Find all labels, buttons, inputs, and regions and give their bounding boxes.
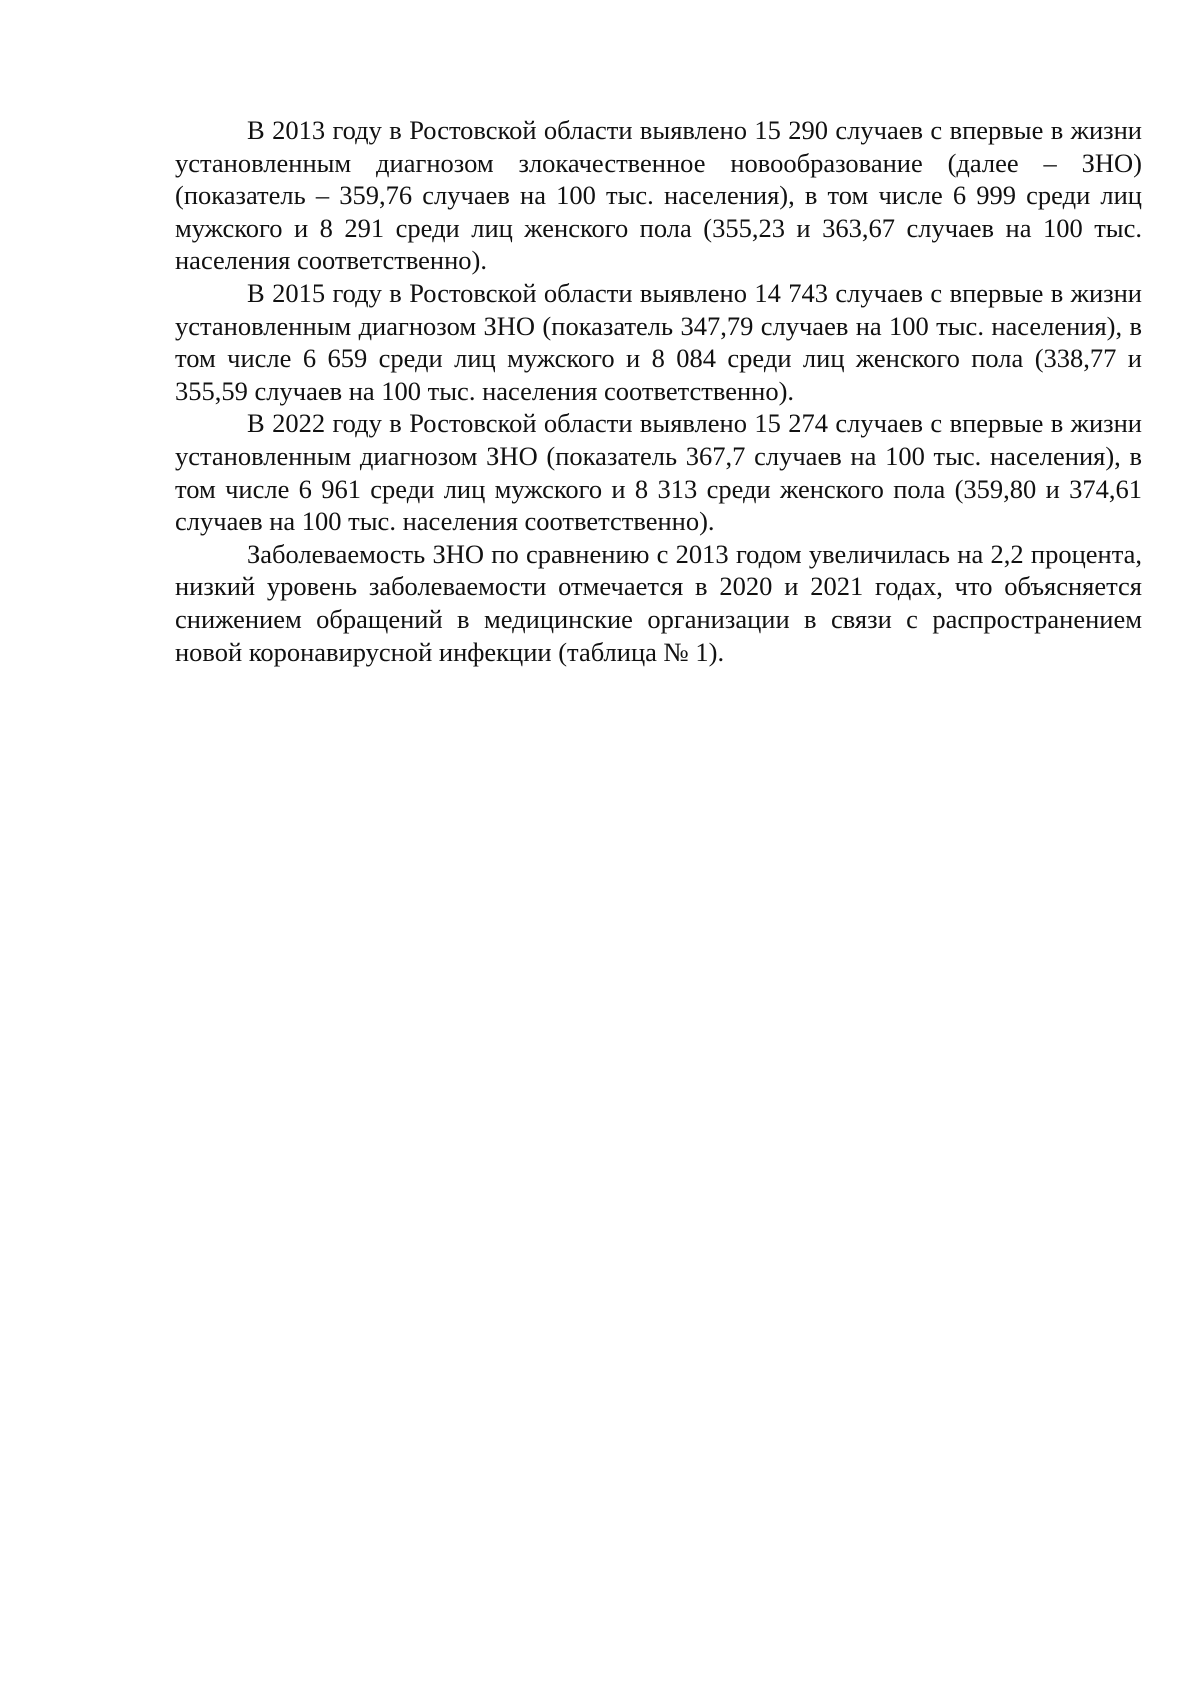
document-body [175, 114, 1142, 668]
paragraph-2015-incidence: В 2015 году в Ростовской области выявлено 14 743 случаев с впервые в жизни установленным диагнозом ЗНО (показатель 347,79 случаев на 100 тыс. населения), в том числе 6 659 среди лиц мужского и 8 084 среди лиц женского пола (338,77 и 355,59 случаев на 100 тыс. населения соответственно). [175, 277, 1142, 406]
paragraph-2022-incidence: В 2022 году в Ростовской области выявлено 15 274 случаев с впервые в жизни установленным диагнозом ЗНО (показатель 367,7 случаев на 100 тыс. населения), в том числе 6 961 среди лиц мужского и 8 313 среди женского пола (359,80 и 374,61 случаев на 100 тыс. населения соответственно). [175, 408, 1142, 537]
paragraph-2013-incidence: В 2013 году в Ростовской области выявлено 15 290 случаев с впервые в жизни установленным диагнозом злокачественное новообразование (далее – ЗНО) (показатель – 359,76 случаев на 100 тыс. населения), в том числе 6 999 среди лиц мужского и 8 291 среди лиц женского пола (355,23 и 363,67 случаев на 100 тыс. населения соответственно). [175, 115, 1142, 276]
paragraph-incidence-comparison: Заболеваемость ЗНО по сравнению с 2013 годом увеличилась на 2,2 процента, низкий уровень заболеваемости отмечается в 2020 и 2021 годах, что объясняется снижением обращений в медицинские организации в связи с распространением новой коронавирусной инфекции (таблица № 1). [175, 538, 1142, 667]
